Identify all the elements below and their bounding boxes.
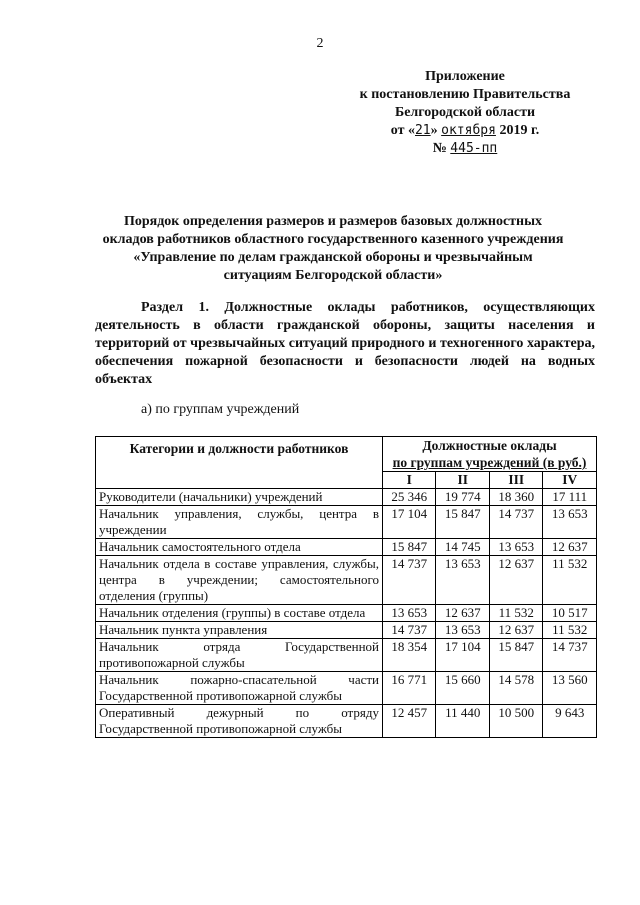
page-number: 2 xyxy=(316,36,324,51)
header-category: Категории и должности работников xyxy=(96,437,383,489)
appendix-region-line: Белгородской области xyxy=(394,105,536,120)
group-header: III xyxy=(489,472,542,489)
section-heading: Раздел 1. Должностные оклады работников, осуществляющих деятельность в области гражданской обороны, защиты населения и территорий от чрезвычайных ситуаций природного и техногенного характера, обеспечения пожарной безопасности и безопасности людей на водных объектах xyxy=(95,300,595,387)
salary-cell: 18 354 xyxy=(383,639,436,672)
salary-cell: 9 643 xyxy=(543,705,597,738)
salary-cell: 15 847 xyxy=(383,539,436,556)
position-cell: Начальник отделения (группы) в составе отдела xyxy=(96,605,383,622)
salary-cell: 16 771 xyxy=(383,672,436,705)
position-cell: Начальник управления, службы, центра в учреждении xyxy=(96,506,383,539)
salary-cell: 13 560 xyxy=(543,672,597,705)
document-number: 445-пп xyxy=(450,141,498,156)
group-header: II xyxy=(436,472,489,489)
position-cell: Начальник пункта управления xyxy=(96,622,383,639)
header-salaries-line1: Должностные оклады xyxy=(422,438,557,453)
salary-cell: 13 653 xyxy=(543,506,597,539)
salary-cell: 25 346 xyxy=(383,489,436,506)
title-line-1: Порядок определения размеров и размеров базовых должностных xyxy=(123,214,543,229)
table-row xyxy=(96,556,597,605)
salary-cell: 17 111 xyxy=(543,489,597,506)
position-cell: Начальник самостоятельного отдела xyxy=(96,539,383,556)
salary-cell: 12 637 xyxy=(489,622,542,639)
salary-cell: 14 578 xyxy=(489,672,542,705)
salary-cell: 15 847 xyxy=(436,506,489,539)
header-salaries-line2: по группам учреждений (в руб.) xyxy=(392,455,587,470)
document-title xyxy=(92,213,574,285)
salary-cell: 18 360 xyxy=(489,489,542,506)
title-line-2: окладов работников областного государственного казенного учреждения xyxy=(102,232,564,247)
salary-cell: 11 532 xyxy=(543,556,597,605)
salary-cell: 14 737 xyxy=(383,556,436,605)
salary-cell: 13 653 xyxy=(436,622,489,639)
salary-cell: 14 737 xyxy=(383,622,436,639)
title-line-4: ситуациям Белгородской области» xyxy=(223,268,443,283)
table-header-row xyxy=(96,437,597,472)
salary-cell: 12 637 xyxy=(489,556,542,605)
salary-cell: 14 737 xyxy=(489,506,542,539)
salary-cell: 10 517 xyxy=(543,605,597,622)
appendix-number-line xyxy=(340,140,590,158)
header-salaries xyxy=(383,437,597,472)
salary-cell: 13 653 xyxy=(383,605,436,622)
table-row xyxy=(96,705,597,738)
group-header: I xyxy=(383,472,436,489)
salary-cell: 19 774 xyxy=(436,489,489,506)
salary-cell: 13 653 xyxy=(489,539,542,556)
salary-cell: 17 104 xyxy=(436,639,489,672)
salary-cell: 15 847 xyxy=(489,639,542,672)
title-line-3: «Управление по делам гражданской обороны и чрезвычайным xyxy=(133,250,533,265)
table-row xyxy=(96,539,597,556)
appendix-block xyxy=(340,68,590,158)
date-middle: » xyxy=(430,123,438,138)
salary-cell: 10 500 xyxy=(489,705,542,738)
table-row xyxy=(96,506,597,539)
position-cell: Оперативный дежурный по отряду Государственной противопожарной службы xyxy=(96,705,383,738)
date-month: октября xyxy=(441,123,496,138)
appendix-title: Приложение xyxy=(425,69,505,84)
table-row xyxy=(96,622,597,639)
table-row xyxy=(96,605,597,622)
date-year: 2019 г. xyxy=(499,123,540,138)
table-row xyxy=(96,672,597,705)
salary-cell: 14 745 xyxy=(436,539,489,556)
date-prefix: от « xyxy=(390,123,415,138)
number-prefix: № xyxy=(432,141,447,156)
salary-cell: 11 532 xyxy=(543,622,597,639)
date-day: 21 xyxy=(414,123,431,138)
position-cell: Начальник пожарно-спасательной части Государственной противопожарной службы xyxy=(96,672,383,705)
sub-heading: а) по группам учреждений xyxy=(141,402,300,417)
position-cell: Руководители (начальники) учреждений xyxy=(96,489,383,506)
salary-cell: 11 440 xyxy=(436,705,489,738)
table-row xyxy=(96,489,597,506)
salary-table xyxy=(95,436,597,738)
group-header: IV xyxy=(543,472,597,489)
salary-cell: 13 653 xyxy=(436,556,489,605)
table-row xyxy=(96,639,597,672)
salary-cell: 12 637 xyxy=(543,539,597,556)
position-cell: Начальник отряда Государственной противопожарной службы xyxy=(96,639,383,672)
position-cell: Начальник отдела в составе управления, службы, центра в учреждении; самостоятельного отделения (группы) xyxy=(96,556,383,605)
salary-cell: 17 104 xyxy=(383,506,436,539)
salary-cell: 14 737 xyxy=(543,639,597,672)
appendix-date-line xyxy=(340,122,590,140)
salary-cell: 12 457 xyxy=(383,705,436,738)
salary-cell: 15 660 xyxy=(436,672,489,705)
salary-cell: 12 637 xyxy=(436,605,489,622)
appendix-resolution-line: к постановлению Правительства xyxy=(359,87,571,102)
salary-cell: 11 532 xyxy=(489,605,542,622)
